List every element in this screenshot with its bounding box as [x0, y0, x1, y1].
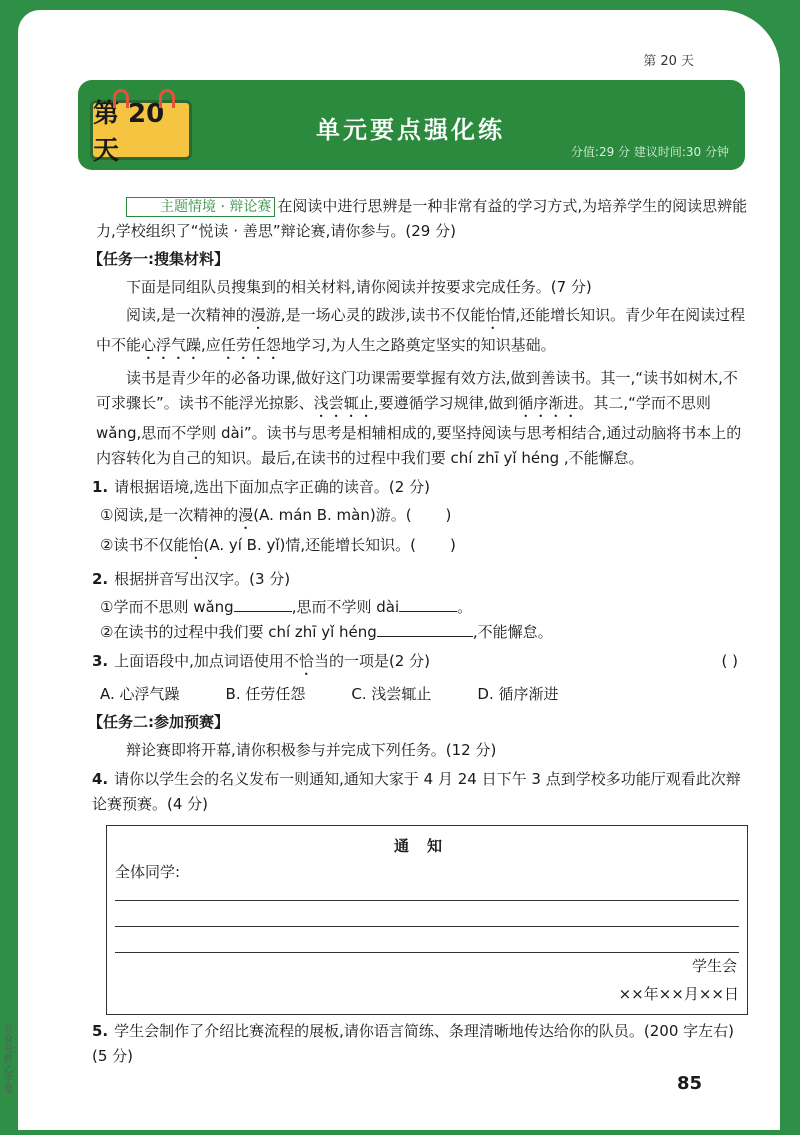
calendar-icon	[90, 99, 192, 166]
page-number: 85	[676, 1073, 702, 1094]
running-head: 第 20 天	[643, 54, 694, 69]
question-5: 5. 学生会制作了介绍比赛流程的展板,请你语言简练、条理清晰地传达给你的队员。(200 字左右)(5 分)	[92, 1022, 735, 1065]
task2-heading: 【任务二:参加预赛】	[88, 713, 229, 731]
question-2-item-2: ②在读书的过程中我们要 chí zhī yǐ héng ,不能懈怠。	[100, 620, 748, 645]
notice-title: 通知	[393, 837, 460, 855]
option-d[interactable]: D. 循序渐进	[477, 685, 559, 703]
answer-blank[interactable]	[399, 595, 457, 612]
task1-heading: 【任务一:搜集材料】	[88, 250, 229, 268]
question-1-item-2: ②读书不仅能怡(A. yí B. yǐ)情,还能增长知识。( )	[100, 536, 456, 554]
watermark: 公众号:胖乙学堂	[4, 1025, 17, 1095]
intro-paragraph: 主题情境 · 辩论赛 在阅读中进行思辨是一种非常有益的学习方式,为培养学生的阅读思辨能力,学校组织了“悦读 · 善思”辩论赛,请你参与。(29 分)	[96, 197, 748, 240]
question-2-item-1: ①学而不思则 wǎng ,思而不学则 dài 。	[100, 595, 748, 620]
task1-lead: 下面是同组队员搜集到的相关材料,请你阅读并按要求完成任务。(7 分)	[126, 278, 592, 296]
writing-line[interactable]	[115, 926, 739, 927]
banner-title: 单元要点强化练	[316, 116, 505, 144]
page	[18, 10, 780, 1130]
option-b[interactable]: B. 任劳任怨	[225, 685, 306, 703]
answer-paren[interactable]: ( )	[721, 652, 738, 670]
task2-lead: 辩论赛即将开幕,请你积极参与并完成下列任务。(12 分)	[126, 741, 497, 759]
notice-greeting: 全体同学:	[115, 863, 181, 881]
notice-answer-box[interactable]	[106, 825, 748, 1015]
question-1-item-1: ①阅读,是一次精神的漫(A. mán B. màn)游。( )	[100, 506, 452, 524]
material-para-1: 阅读,是一次精神的漫游,是一场心灵的跋涉,读书不仅能怡情,还能增长知识。青少年在阅读过程中不能心浮气躁,应任劳任怨地学习,为人生之路奠定坚实的知识基础。	[96, 306, 746, 354]
answer-blank[interactable]	[377, 620, 473, 637]
question-3: 3. 上面语段中,加点词语使用不恰当的一项是(2 分) ( )	[92, 649, 748, 679]
worksheet-body	[88, 194, 748, 1072]
writing-line[interactable]	[115, 900, 739, 901]
writing-line[interactable]	[115, 952, 739, 953]
question-2: 2. 根据拼音写出汉字。(3 分)	[92, 570, 291, 588]
question-4: 4. 请你以学生会的名义发布一则通知,通知大家于 4 月 24 日下午 3 点到学校多功能厅观看此次辩论赛预赛。(4 分)	[92, 770, 741, 813]
title-banner	[78, 80, 745, 170]
notice-signature: 学生会	[691, 957, 737, 975]
day-label: 第 20 天	[93, 99, 165, 166]
notice-date: ××年××月××日	[618, 985, 739, 1003]
theme-tag: 主题情境 · 辩论赛	[126, 197, 275, 217]
answer-blank[interactable]	[234, 595, 292, 612]
banner-meta: 分值:29 分 建议时间:30 分钟	[570, 145, 729, 159]
option-a[interactable]: A. 心浮气躁	[100, 685, 180, 703]
question-3-options	[100, 682, 748, 707]
question-1: 1. 请根据语境,选出下面加点字正确的读音。(2 分)	[92, 478, 430, 496]
material-para-2: 读书是青少年的必备功课,做好这门功课需要掌握有效方法,做到善读书。其一,“读书如树木,不可求骤长”。读书不能浮光掠影、浅尝辄止,要遵循学习规律,做到循序渐进。其二,“学而不思则 wǎng,思而不学则 dài”。读书与思考是相辅相成的,要坚持阅读与思考相结合,通过动脑将书本上的内容转化为自己的知识。最后,在读书的过程中我们要 chí zhī yǐ héng ,不能懈怠。	[96, 369, 742, 467]
option-c[interactable]: C. 浅尝辄止	[351, 685, 432, 703]
